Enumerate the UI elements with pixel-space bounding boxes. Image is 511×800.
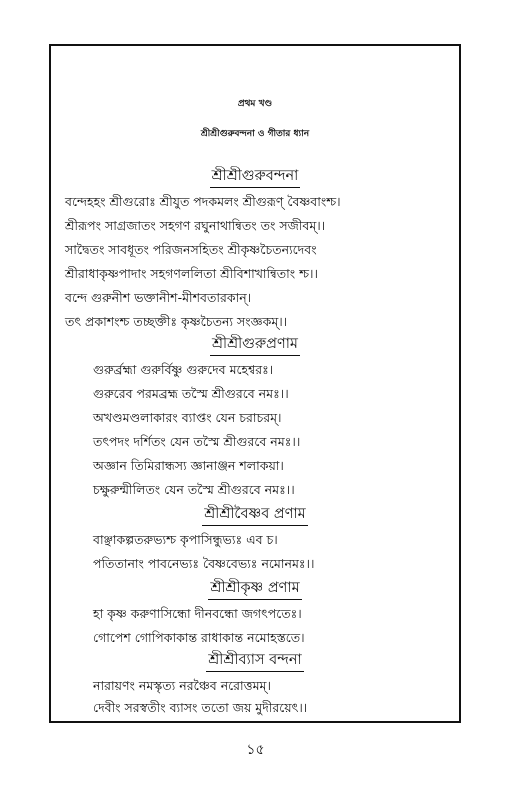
verse-line: বন্দে গুরুনীশ ভক্তানীশ-মীশবতারকান্। [65, 290, 252, 305]
verse-line: গুরুর্ব্রহ্মা গুরুর্বিষ্ণু গুরুদেব মহেশ্বরঃ। [93, 362, 274, 377]
section-heading-guru-pranam: শ্রীশ্রীগুরুপ্রণাম [51, 334, 459, 356]
page-number: ১৫ [246, 742, 265, 758]
verse-line: নারায়ণং নমস্কৃত্য নরঞ্চৈব নরোত্তমম্। [93, 678, 271, 693]
verse-line: বাঞ্ছাকল্পতরুভ্যশ্চ কৃপাসিন্ধুভ্যঃ এব চ। [93, 532, 278, 547]
page-frame [49, 44, 461, 723]
section-heading-guru-vandana: শ্রীশ্রীগুরুবন্দনা [51, 166, 459, 188]
verse-line: দেবীং সরস্বতীং ব্যাসং ততো জয় মুদীরয়েৎ।। [93, 700, 308, 715]
page-title: প্রথম খণ্ড [237, 99, 273, 109]
verse-line: তৎপদং দর্শিতং যেন তস্মৈ শ্রীগুরবে নমঃ।। [93, 434, 301, 449]
verse-line: শ্রীরূপং সাগ্রজাতং সহগণ রঘুনাথান্বিতং তং সজীবম্।। [65, 218, 326, 233]
verse-line: চক্ষুরুন্মীলিতং যেন তস্মৈ শ্রীগুরবে নমঃ।। [93, 482, 295, 497]
section-heading-vaishnava-pranam: শ্রীশ্রীবৈষ্ণব প্রণাম [51, 504, 459, 526]
verse-line: পতিতানাং পাবনেভ্যঃ বৈষ্ণবেভ্যঃ নমোনমঃ।। [93, 556, 315, 571]
verse-line: গুরুরেব পরমব্রহ্ম তস্মৈ শ্রীগুরবে নমঃ।। [93, 386, 289, 401]
section-heading-vyasa-vandana: শ্রীশ্রীব্যাস বন্দনা [51, 650, 459, 672]
page-subtitle: শ্রীশ্রীগুরুবন্দনা ও গীতার ধ্যান [200, 129, 310, 139]
verse-line: তৎ প্রকাশংশ্চ তচ্ছক্তীঃ কৃষ্ণচৈতন্য সংজ্ঞকম্।। [65, 314, 288, 329]
verse-line: হা কৃষ্ণ করুণাসিন্ধো দীনবন্ধো জগৎপতেঃ। [93, 606, 302, 621]
verse-line: সাদ্বৈতং সাবধূতং পরিজনসহিতং শ্রীকৃষ্ণচৈতন্যদেবং [65, 242, 317, 257]
verse-line: অজ্ঞান তিমিরান্ধস্য জ্ঞানাঞ্জন শলাকয়া। [93, 458, 284, 473]
verse-line: গোপেশ গোপিকাকান্ত রাধাকান্ত নমোহস্ততে। [93, 630, 305, 645]
verse-line: বন্দেহহং শ্রীগুরোঃ শ্রীযুত পদকমলং শ্রীগুরূণ্ বৈষ্ণবাংশ্চ। [65, 194, 341, 209]
section-heading-krishna-pranam: শ্রীশ্রীকৃষ্ণ প্রণাম [51, 578, 459, 600]
verse-line: শ্রীরাধাকৃষ্ণপাদাং সহগণললিতা শ্রীবিশাখান্বিতাং শ্চ।। [65, 266, 318, 281]
verse-line: অখণ্ডমণ্ডলাকারং ব্যাপ্তং যেন চরাচরম্। [93, 410, 282, 425]
